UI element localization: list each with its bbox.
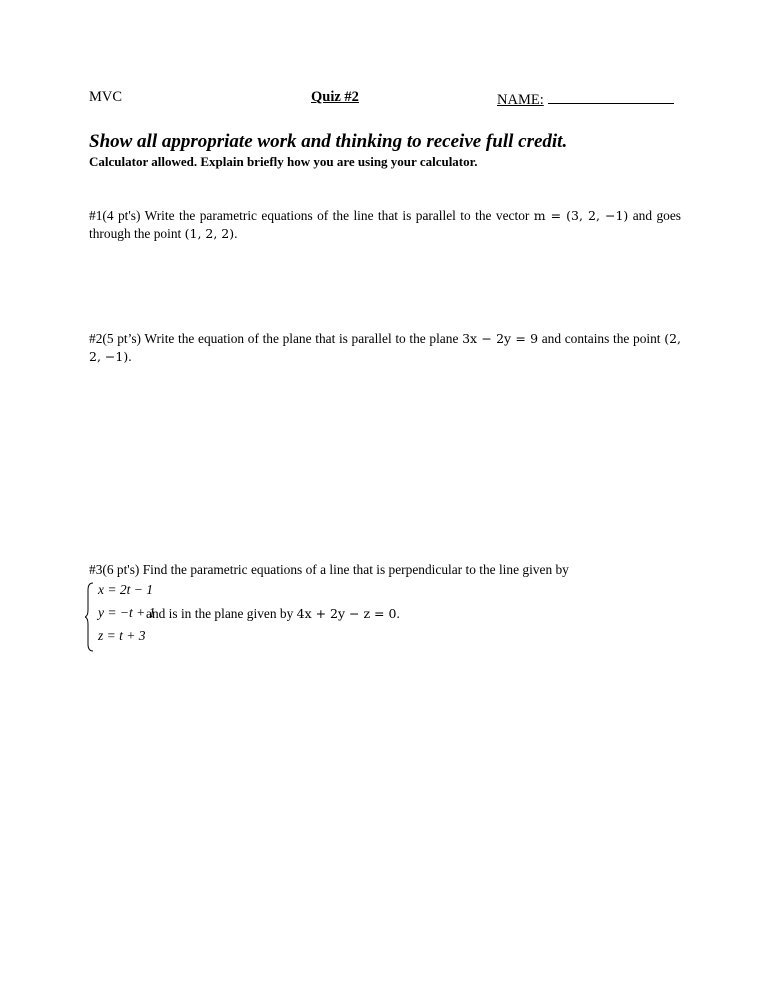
question-2-point: (2, 2, −1) <box>89 331 681 364</box>
question-3-lead: #3(6 pt's) Find the parametric equations of a line that is perpendicular to the line given by <box>89 562 569 577</box>
system-brace <box>85 582 95 652</box>
question-3 <box>89 561 681 579</box>
question-1 <box>89 207 681 243</box>
course-label: MVC <box>89 89 123 105</box>
question-2 <box>89 330 681 366</box>
question-1-vector: m = (3, 2, −1) <box>533 208 629 223</box>
line-equation-z: z = t + 3 <box>98 628 146 643</box>
question-3-plane: 4x + 2y − z = 0 <box>296 606 397 621</box>
line-equation-y: y = −t + 1 <box>98 605 156 620</box>
question-1-point: (1, 2, 2) <box>184 226 235 241</box>
work-instruction: Show all appropriate work and thinking to receive full credit. <box>89 131 568 152</box>
name-field <box>497 89 674 109</box>
question-1-mid: and goes through the point <box>89 208 681 241</box>
question-1-end: . <box>234 226 238 241</box>
line-equation-x: x = 2t − 1 <box>98 582 153 597</box>
question-2-end: . <box>128 349 132 364</box>
name-label: NAME: <box>497 92 544 108</box>
question-2-mid: and contains the point <box>541 331 661 346</box>
quiz-title: Quiz #2 <box>311 89 359 105</box>
question-1-lead: #1(4 pt's) Write the parametric equations of the line that is parallel to the vector <box>89 208 530 223</box>
question-2-lead: #2(5 pt’s) Write the equation of the plane that is parallel to the plane <box>89 331 459 346</box>
name-blank-line <box>548 89 674 104</box>
question-3-end: . <box>396 606 400 621</box>
question-3-tail <box>146 606 400 622</box>
question-2-plane: 3x − 2y = 9 <box>462 331 539 346</box>
question-3-mid: and is in the plane given by <box>146 606 294 621</box>
calculator-instruction: Calculator allowed. Explain briefly how you are using your calculator. <box>89 154 478 169</box>
